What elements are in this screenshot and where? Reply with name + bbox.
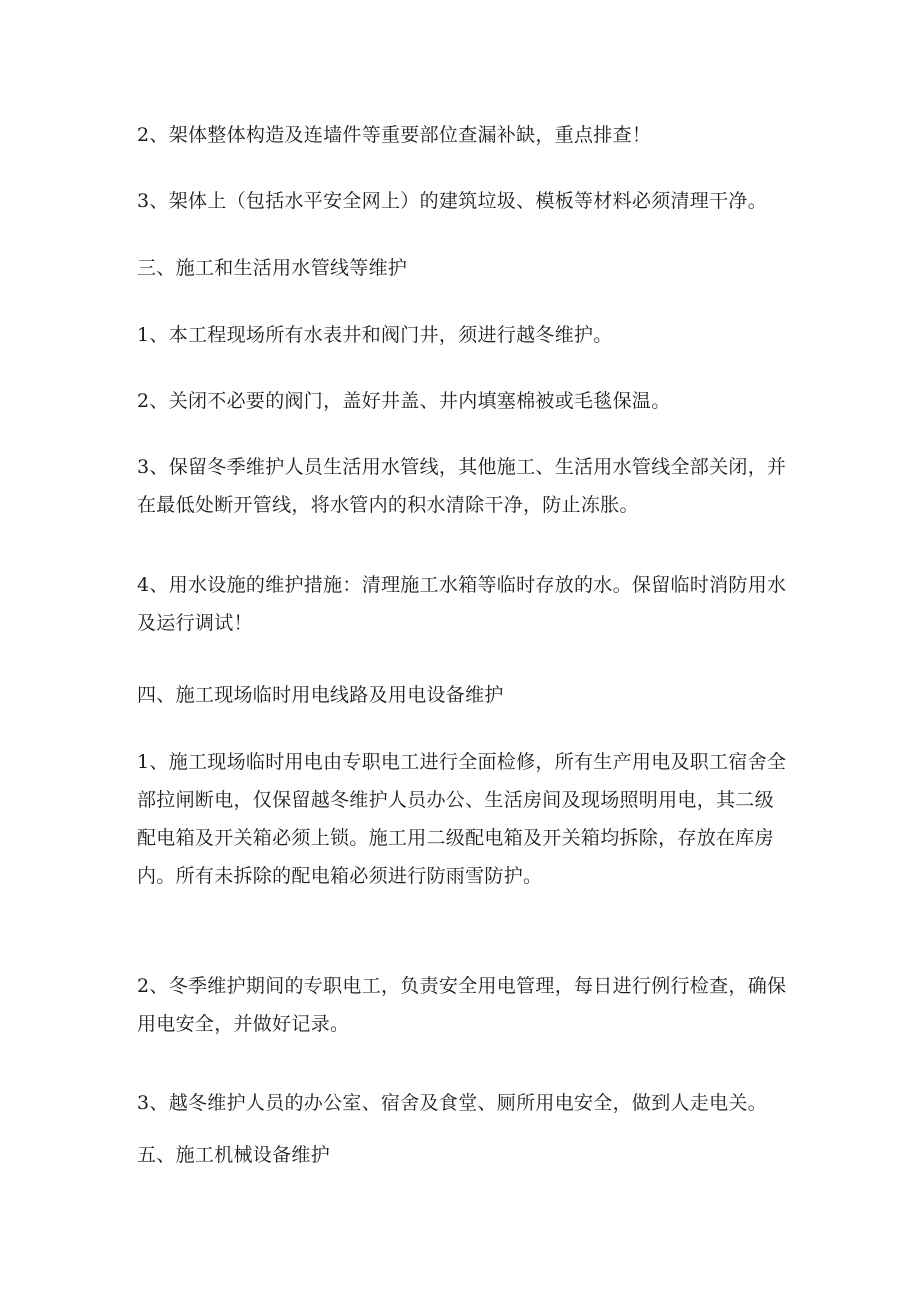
paragraph-water-pipelines: 3、保留冬季维护人员生活用水管线，其他施工、生活用水管线全部关闭，并在最低处断开管线，将水管内的积水清除干净，防止冻胀。 bbox=[137, 456, 787, 516]
paragraph-electrician-duty: 2、冬季维护期间的专职电工，负责安全用电管理，每日进行例行检查，确保用电安全，并做好记录。 bbox=[137, 975, 787, 1035]
section-heading-machinery: 五、施工机械设备维护 bbox=[137, 1144, 331, 1166]
paragraph-close-valves: 2、关闭不必要的阀门，盖好井盖、井内填塞棉被或毛毯保温。 bbox=[137, 390, 671, 412]
paragraph-water-meter-wells: 1、本工程现场所有水表井和阀门井，须进行越冬维护。 bbox=[137, 324, 613, 346]
paragraph-water-facilities: 4、用水设施的维护措施：清理施工水箱等临时存放的水。保留临时消防用水及运行调试！ bbox=[137, 574, 787, 634]
section-heading-water: 三、施工和生活用水管线等维护 bbox=[137, 257, 408, 279]
paragraph-electric-inspection: 1、施工现场临时用电由专职电工进行全面检修，所有生产用电及职工宿舍全部拉闸断电，仅保留越冬维护人员办公、生活房间及现场照明用电，其二级配电箱及开关箱必须上锁。施工用二级配电箱及开关箱均拆除，存放在库房内。所有未拆除的配电箱必须进行防雨雪防护。 bbox=[137, 751, 787, 887]
paragraph-scaffold-cleanup: 3、架体上（包括水平安全网上）的建筑垃圾、模板等材料必须清理干净。 bbox=[137, 190, 767, 212]
paragraph-power-safety: 3、越冬维护人员的办公室、宿舍及食堂、厕所用电安全，做到人走电关。 bbox=[137, 1092, 767, 1114]
section-heading-electric: 四、施工现场临时用电线路及用电设备维护 bbox=[137, 684, 504, 706]
paragraph-scaffold-inspection: 2、架体整体构造及连墙件等重要部位查漏补缺，重点排查！ bbox=[137, 124, 652, 146]
